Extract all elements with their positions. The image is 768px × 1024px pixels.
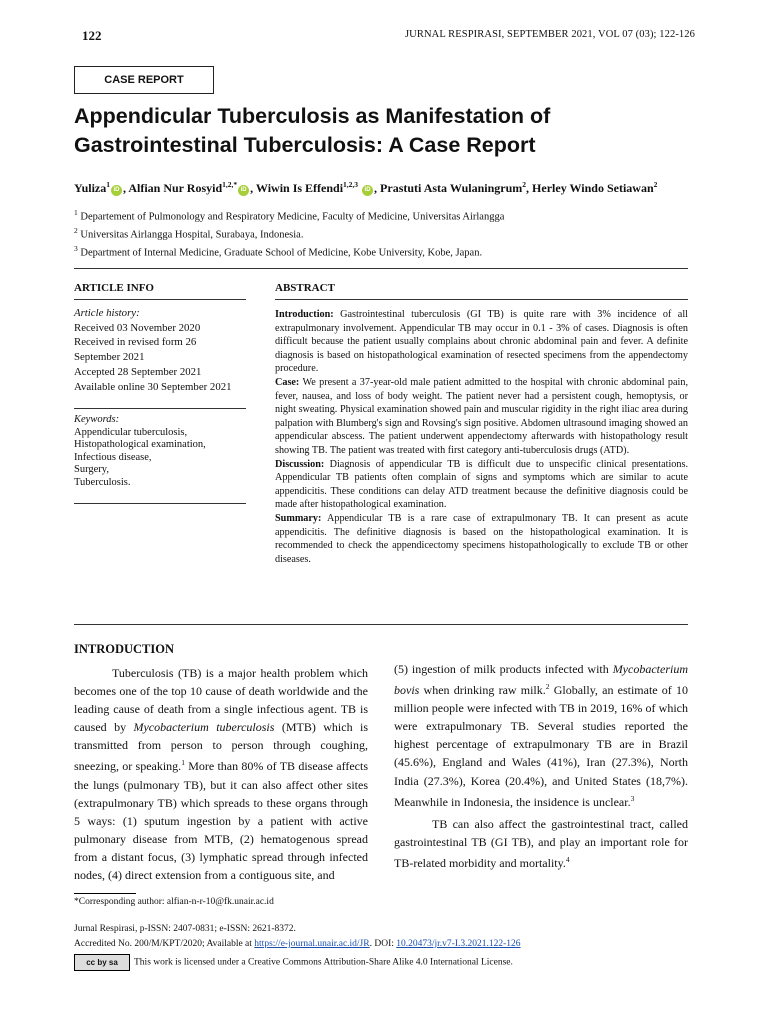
divider bbox=[74, 268, 688, 269]
affiliation: $^2$ Universitas Airlangga Hospital, Surabaya, Indonesia. bbox=[74, 226, 304, 241]
author-list: Yuliza$^1$iD , Alfian Nur Rosyid$^{1,2,*}$iD , Wiwin Is Effendi$^{1,2,3}$ iD , Prastuti Asta Wulaningrum$^2$, Herley Windo Setiawan$^2$ bbox=[74, 180, 658, 195]
author-name: , Wiwin Is Effendi bbox=[250, 181, 344, 195]
divider bbox=[275, 299, 688, 300]
keyword: Tuberculosis. bbox=[74, 476, 131, 488]
corresponding-author: *Corresponding author: alfian-n-r-10@fk.unair.ac.id bbox=[74, 897, 274, 907]
keyword: Histopathological examination, bbox=[74, 439, 206, 451]
orcid-icon[interactable]: iD bbox=[111, 185, 122, 196]
author-name: , Alfian Nur Rosyid bbox=[122, 181, 223, 195]
doi-link[interactable]: 10.20473/jr.v7-I.3.2021.122-126 bbox=[396, 939, 521, 949]
article-history: Article history: Received 03 November 2020 Received in revised form 26 September 2021 Accepted 28 September 2021 Available online 30 September 2021 bbox=[74, 307, 232, 393]
keyword: Infectious disease, bbox=[74, 451, 152, 463]
abstract-body: Introduction: Gastrointestinal tuberculosis (GI TB) is quite rare with 3% incidence of all extrapulmonary involvement. Appendicular TB may occur in 0.1 - 3% of cases. Diagnosis is often difficult because the patient usually complains about chronic abdominal pain and fever. A definite diagnosis is based on histopathological examination of resected specimens from the appendectomy procedure. Case: We present a 37-year-old male patient admitted to the hospital with chronic abdominal pain, fever, nausea, and loss of body weight. The patient never had a persistent cough, hemoptysis, or night sweating. Physical examination showed pain and muscular rigidity in the right iliac area during palpation with Blumberg's sign and Rovsing's sign positive. Abdomen ultrasound imaging showed an appendicular abscess. The patient underwent appendectomy afterwards with histopathology result showing TB. The patient was treated with first category anti-tuberculosis drugs (ATD). Discussion: Diagnosis of appendicular TB is difficult due to unspecific clinical presentations. Appendicular TB patients often complain of signs and symptoms which are similar to acute appendicitis. These conditions can delay ATD treatment because the definitive diagnosis could be made after histopathological examination. Summary: Appendicular TB is a rare case of extrapulmonary TB. It can present as acute appendicitis. The definitive diagnosis is based on the histopathological examination. It is recommended to check the appendicectomy specimens histopathologically to exclude TB or other diseases. bbox=[275, 309, 688, 565]
abstract-heading: ABSTRACT bbox=[275, 282, 335, 294]
footnote-divider bbox=[74, 893, 136, 894]
affiliation: $^3$ Department of Internal Medicine, Graduate School of Medicine, Kobe University, Kobe, Japan. bbox=[74, 244, 483, 259]
divider bbox=[74, 624, 688, 625]
orcid-icon[interactable]: iD bbox=[238, 185, 249, 196]
divider bbox=[74, 299, 246, 300]
orcid-icon[interactable]: iD bbox=[362, 185, 373, 196]
license-line: cc by sa This work is licensed under a Creative Commons Attribution-Share Alike 4.0 International License. bbox=[74, 954, 513, 971]
divider bbox=[74, 503, 246, 504]
section-heading-introduction: INTRODUCTION bbox=[74, 642, 175, 656]
author-name: Yuliza bbox=[74, 181, 107, 195]
keyword: Appendicular tuberculosis, bbox=[74, 426, 188, 438]
article-title: Appendicular Tuberculosis as Manifestation of Gastrointestinal Tuberculosis: A Case Report bbox=[74, 104, 551, 157]
divider bbox=[74, 408, 246, 409]
affiliations bbox=[74, 206, 694, 260]
author-name: , Herley Windo Setiawan bbox=[526, 181, 654, 195]
intro-right-column: (5) ingestion of milk products infected with Mycobacterium bovis when drinking raw milk.$^2$ Globally, an estimate of 10 million people were infected with TB in 2019, 16% of which were extrapulmonary TB. Several studies reported the highest percentage of extrapulmonary TB are in Brazil (45.6%), England and Wales (41%), Iran (27.3%), North India (27.3%), Korea (20.4%), and United States (18,7%). Meanwhile in Indonesia, the insidence is unclear.$^3$ TB can also affect the gastrointestinal tract, called gastrointestinal TB (GI TB), and play an important role for TB-related morbidity and mortality.$^4$ bbox=[394, 662, 688, 870]
journal-issn: Jurnal Respirasi, p-ISSN: 2407-0831; e-ISSN: 2621-8372. bbox=[74, 924, 296, 934]
intro-left-column: Tuberculosis (TB) is a major health problem which becomes one of the top 10 cause of death worldwide and the leading cause of death from a single infectious agent. TB is caused by Mycobacterium tuberculosis (MTB) which is transmitted from person to person through coughing, sneezing, or speaking.$^1$ More than 80% of TB disease affects the lungs (pulmonary TB), but it can also affect other sites (extrapulmonary TB) which spreads to these organs through 5 ways: (1) sputum ingestion by a patient with active pulmonary disease from MTB, (2) hematogenous spread from a distant focus, (3) lymphatic spread through infected nodes, (4) direct extension from a contiguous site, and bbox=[74, 666, 369, 883]
page-number: 122 bbox=[82, 28, 102, 43]
author-name: , Prastuti Asta Wulaningrum bbox=[374, 181, 523, 195]
cc-license-icon[interactable]: cc by sa bbox=[74, 954, 130, 971]
article-type-badge: CASE REPORT bbox=[74, 66, 214, 94]
keywords: Keywords: Appendicular tuberculosis, Histopathological examination, Infectious disease, Surgery, Tuberculosis. bbox=[74, 414, 246, 490]
keyword: Surgery, bbox=[74, 464, 109, 476]
article-info-heading: ARTICLE INFO bbox=[74, 282, 154, 294]
journal-link[interactable]: https://e-journal.unair.ac.id/JR bbox=[254, 939, 370, 949]
accreditation-line: Accredited No. 200/M/KPT/2020; Available at https://e-journal.unair.ac.id/JR. DOI: 10.20473/jr.v7-I.3.2021.122-126 bbox=[74, 939, 521, 949]
journal-header: JURNAL RESPIRASI, SEPTEMBER 2021, VOL 07 (03); 122-126 bbox=[405, 29, 695, 40]
affiliation: $^1$ Departement of Pulmonology and Respiratory Medicine, Faculty of Medicine, Universitas Airlangga bbox=[74, 208, 505, 223]
